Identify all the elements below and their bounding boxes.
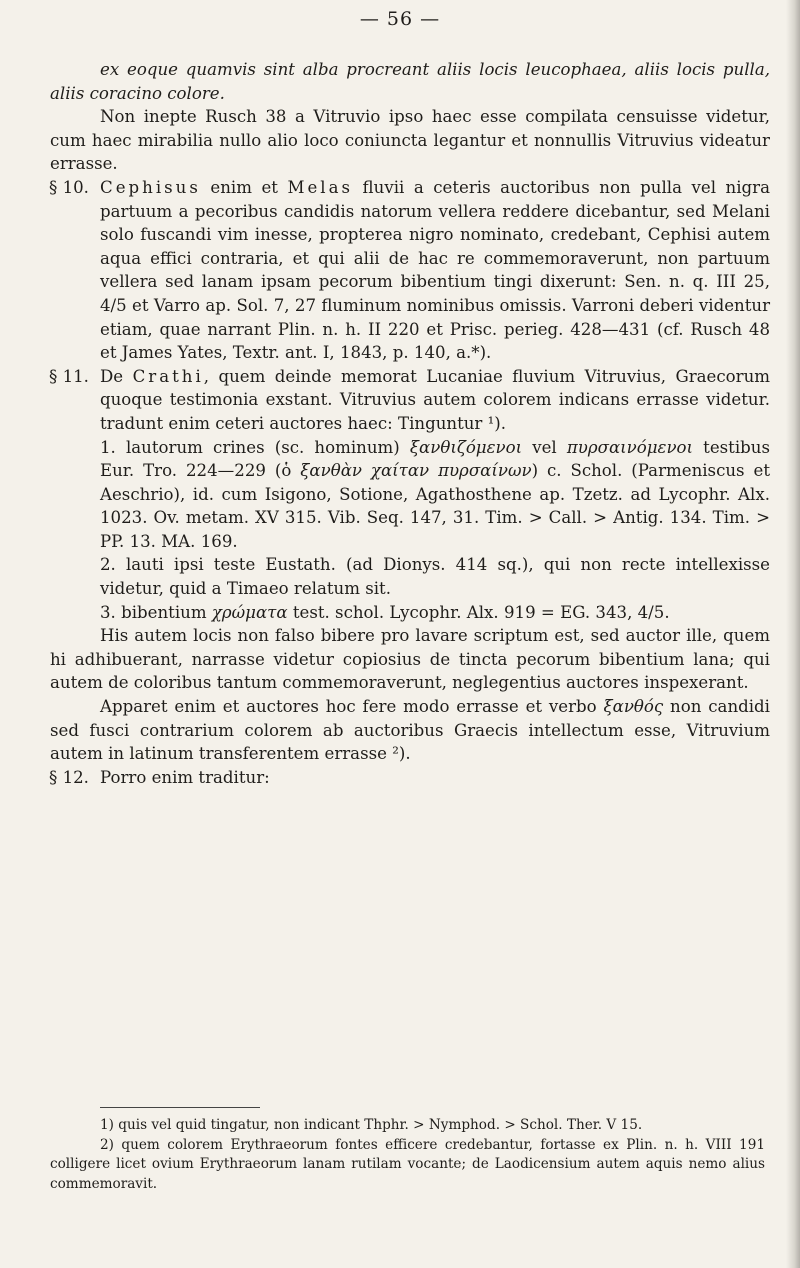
paragraph-continuation	[50, 58, 770, 105]
section-11	[50, 365, 770, 436]
item-text: vel	[522, 437, 567, 457]
item-text: ) c. Schol. (Parmeniscus et Aeschrio), id. cum Isigono, Sotione, Agathosthene ap. Tzetz. ad Lycophr. Alx. 1023. Ov. metam. XV 315. Vib. Seq. 147, 31. Tim. > Call. > Antig. 134. Tim. > PP. 13. MA. 169.	[100, 461, 770, 551]
lead-term: Cephisus	[100, 177, 201, 197]
paragraph-rusch: Non inepte Rusch 38 a Vitruvio ipso haec esse compilata censuisse videtur, cum haec mirabilia nullo alio loco coniuncta legantur et nonnullis Vitruvius videatur errasse.	[50, 107, 770, 174]
list-item	[50, 553, 770, 600]
section-number: § 10.	[49, 177, 89, 197]
footnote: 2) quem colorem Erythraeorum fontes efficere credebantur, fortasse ex Plin. n. h. VIII 191 colligere licet ovium Erythraeorum lanam rutilam vocante; de Laodicensium autem aquis nemo alius commemoravit.	[50, 1136, 765, 1192]
section-text: enim et	[200, 177, 288, 197]
footnote: 1) quis vel quid tingatur, non indicant Thphr. > Nymphod. > Schol. Ther. V 15.	[100, 1117, 643, 1133]
greek-term: πυρσαινόμενοι	[566, 437, 694, 457]
section-number: § 11.	[49, 366, 89, 386]
paragraph-his: His autem locis non falso bibere pro lavare scriptum est, sed auctor ille, quem hi adhibuerant, narrasse videtur copiosius de tincta pecorum bibentium lana; qui autem de coloribus tantum commemoraverunt, neglegentius auctores inspexerant.	[50, 626, 770, 693]
greek-term: ξανθὰν χαίταν πυρσαίνων	[300, 461, 532, 481]
list-item	[50, 601, 770, 625]
section-text: De	[100, 366, 133, 386]
greek-term: ξανθιζόμενοι	[409, 437, 523, 457]
section-text: Porro enim traditur:	[100, 767, 270, 787]
greek-term: χρώματα	[211, 602, 288, 622]
item-text: 2. lauti ipsi teste Eustath. (ad Dionys. 414 sq.), qui non recte intellexisse videtur, quid a Timaeo relatum sit.	[100, 555, 770, 599]
footnotes	[50, 1116, 765, 1194]
item-text: 3. bibentium	[100, 602, 212, 622]
page-number: — 56 —	[359, 8, 441, 30]
footnote-divider	[100, 1107, 260, 1108]
section-text: fluvii a ceteris auctoribus non pulla vel nigra partuum a pecoribus candidis natorum vellera reddere dicebantur, sed Melani solo fuscandi vim inesse, propterea nigro nominato, credebant, Cephisi autem aqua effici contraria, et qui alii de hac re commemoraverunt, non partuum vellera sed lanam ipsam pecorum bibentium tingi dixerunt: Sen. n. q. III 25, 4/5 et Varro ap. Sol. 7, 27 fluminum nominibus omissis. Varroni deberi videntur etiam, quae narrant Plin. n. h. II 220 et Prisc. perieg. 428—431 (cf. Rusch 48 et James Yates, Textr. ant. I, 1843, p. 140, a.*).	[100, 177, 770, 363]
section-number: § 12.	[49, 767, 89, 787]
item-text: testibus Eur. Tro. 224—229 (ὁ	[100, 437, 770, 481]
item-text: test. schol. Lycophr. Alx. 919 = EG. 343, 4/5.	[287, 602, 670, 622]
section-12	[50, 766, 770, 790]
main-text	[50, 58, 770, 789]
section-text: , quem deinde memorat Lucaniae fluvium Vitruvius, Graecorum quoque testimonia exstant. Vitruvius autem colorem indicans errasse videtur. tradunt enim ceteri auctores haec: Tinguntur ¹).	[100, 366, 770, 433]
greek-term: ξανθός	[603, 697, 664, 717]
lead-term: Melas	[287, 177, 354, 197]
item-text: 1. lautorum crines (sc. hominum)	[100, 437, 410, 457]
lead-term: Crathi	[132, 366, 204, 386]
paragraph-text: non candidi sed fusci contrarium colorem ab auctoribus Graecis intellectum esse, Vitruvium autem in latinum transferentem errasse ²).	[50, 697, 770, 764]
italic-quote: ex eoque quamvis sint alba procreant aliis locis leucophaea, aliis locis pulla, aliis coracino colore.	[50, 60, 770, 103]
section-10	[50, 176, 770, 365]
list-item	[50, 436, 770, 554]
page-edge-shadow	[786, 0, 800, 1268]
paragraph-text: Apparet enim et auctores hoc fere modo errasse et verbo	[100, 697, 604, 717]
paragraph-apparet	[50, 695, 770, 766]
